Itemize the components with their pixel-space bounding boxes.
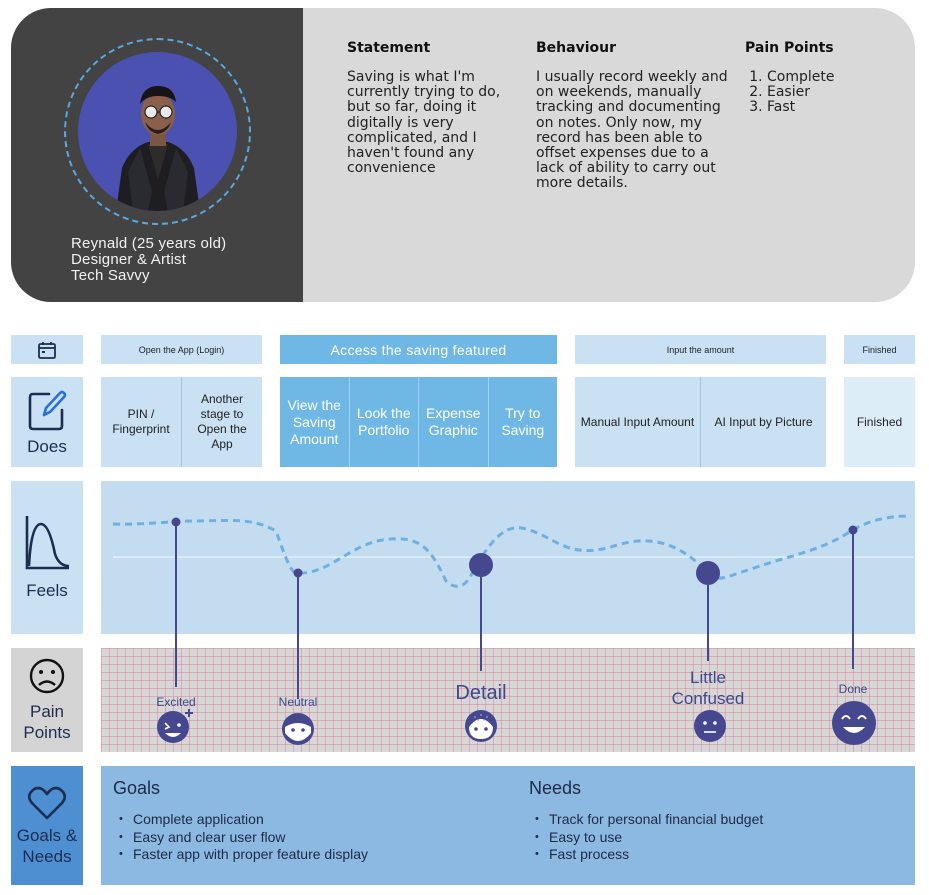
does-input-amount — [575, 377, 826, 467]
pain-point-item: 1. Complete — [767, 70, 895, 85]
goal-item: • Complete application — [133, 811, 515, 829]
action-pin-fingerprint: PIN / Fingerprint — [112, 407, 170, 436]
behaviour-column — [536, 40, 728, 192]
marker-neutral — [294, 569, 303, 578]
pain-points-column — [745, 40, 895, 116]
persona-card — [11, 8, 915, 302]
emotion-curve — [113, 516, 911, 586]
emotion-label-confused: Little Confused — [671, 668, 745, 708]
does-open-app — [101, 377, 262, 467]
excited-face-icon — [157, 709, 193, 743]
statement-title: Statement — [347, 40, 431, 56]
goal-item: • Faster app with proper feature display — [133, 846, 515, 864]
avatar-ring — [64, 38, 251, 225]
feels-label: Feels — [26, 581, 68, 600]
happy-face-icon — [832, 701, 876, 745]
heart-icon — [27, 785, 67, 821]
sad-face-icon — [28, 657, 66, 695]
pain-point-item: 3. Fast — [767, 100, 895, 115]
does-label: Does — [27, 436, 67, 456]
behaviour-title: Behaviour — [536, 40, 616, 56]
persona-photo-icon — [78, 52, 237, 211]
marker-done — [849, 526, 858, 535]
neutral-face-icon — [282, 713, 314, 745]
action-view-saving: View the Saving Amount — [287, 396, 341, 447]
does-access-saving — [280, 377, 557, 467]
action-manual-input: Manual Input Amount — [580, 414, 695, 429]
edit-icon — [27, 388, 67, 432]
marker-excited — [172, 518, 181, 527]
persona-identity — [71, 236, 226, 284]
persona-role: Designer & Artist — [71, 251, 187, 268]
does-finished — [844, 377, 915, 467]
emotion-curve-chart — [101, 481, 915, 752]
emotion-label-neutral: Neutral — [278, 695, 318, 709]
pain-points-list — [745, 70, 895, 116]
action-another-stage: Another stage to Open the App — [181, 377, 262, 467]
needs-title: Needs — [529, 778, 582, 798]
pain-points-title: Pain Points — [745, 40, 834, 56]
action-look-portfolio: Look the Portfolio — [349, 377, 419, 467]
marker-detail — [469, 553, 493, 577]
avatar — [78, 52, 237, 211]
emotion-label-excited: Excited — [156, 695, 196, 709]
need-item: • Fast process — [549, 846, 903, 864]
pain-point-item: 2. Easier — [767, 85, 895, 100]
stage-row-header — [11, 335, 83, 364]
goals-needs-row-header — [11, 766, 83, 885]
behaviour-text: I usually record weekly and on weekends, manually tracking and documenting on notes. Only now, my record has been able to offset expenses due to a lack of ability to carry out more details. — [536, 69, 728, 192]
goal-item: • Easy and clear user flow — [133, 829, 515, 847]
stage-open-app: Open the App (Login) — [101, 335, 262, 364]
goals-box — [101, 766, 527, 885]
action-finished: Finished — [856, 414, 903, 429]
emotion-label-detail: Detail — [455, 682, 507, 704]
pain-points-label: Pain Points — [23, 702, 71, 742]
calendar-icon — [37, 340, 57, 360]
marker-confused — [696, 561, 720, 585]
confused-face-icon — [694, 710, 726, 742]
action-try-saving: Try to Saving — [488, 377, 558, 467]
goals-list — [113, 811, 515, 864]
stage-access-saving: Access the saving featured — [280, 335, 557, 364]
persona-name: Reynald (25 years old) — [71, 235, 227, 252]
need-item: • Track for personal financial budget — [549, 811, 903, 829]
goals-needs-label: Goals & Needs — [16, 825, 78, 866]
stage-input-amount: Input the amount — [575, 335, 826, 364]
pain-points-row-header — [11, 648, 83, 752]
statement-column — [347, 40, 517, 176]
does-row-header — [11, 377, 83, 467]
curve-graph-icon — [23, 514, 71, 572]
needs-box — [517, 766, 915, 885]
goals-title: Goals — [113, 778, 161, 798]
detail-face-icon — [465, 710, 497, 742]
feels-row-header — [11, 481, 83, 634]
persona-profile-panel — [11, 8, 303, 302]
needs-list — [529, 811, 903, 864]
action-ai-input: AI Input by Picture — [700, 377, 826, 467]
stage-finished: Finished — [844, 335, 915, 364]
statement-text: Saving is what I'm currently trying to do, but so far, doing it digitally is very complicated, and I haven't found any convenience — [347, 69, 501, 177]
emotion-label-done: Done — [838, 682, 868, 696]
persona-trait: Tech Savvy — [71, 267, 150, 284]
need-item: • Easy to use — [549, 829, 903, 847]
action-expense-graphic: Expense Graphic — [418, 377, 488, 467]
